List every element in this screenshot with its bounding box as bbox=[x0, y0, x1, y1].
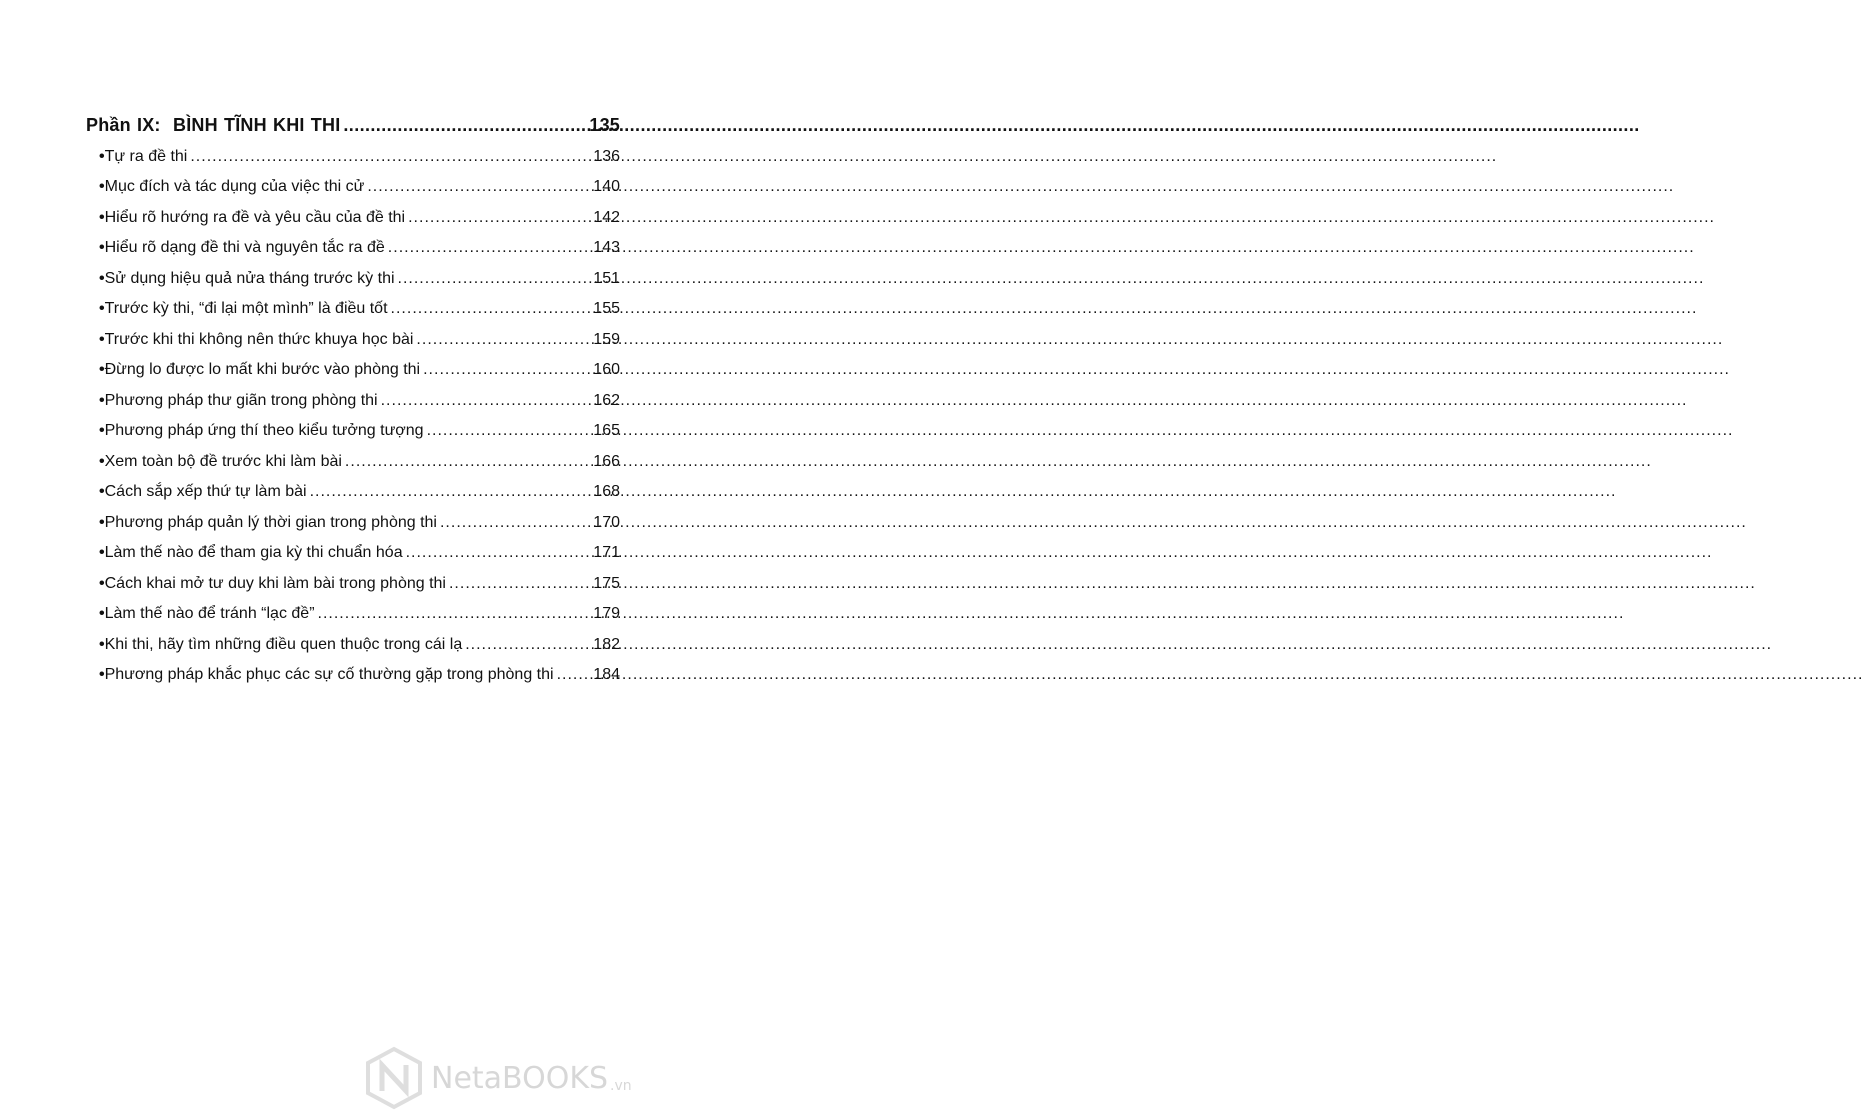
toc-entry bbox=[86, 233, 620, 264]
toc-entry-page: 159 bbox=[593, 330, 620, 348]
toc-entry-page: 171 bbox=[593, 544, 620, 561]
dot-leader bbox=[318, 599, 589, 630]
dot-leader bbox=[557, 660, 589, 691]
toc-entry bbox=[86, 477, 620, 508]
toc-entry bbox=[86, 569, 620, 600]
toc-entry bbox=[86, 447, 620, 478]
toc-entry bbox=[86, 599, 620, 630]
toc-entry bbox=[86, 203, 620, 234]
dot-leader bbox=[416, 325, 589, 356]
part-page-number: 135 bbox=[589, 115, 620, 135]
toc-entry bbox=[86, 538, 620, 569]
watermark-brand: NetaBOOKS bbox=[431, 1060, 609, 1096]
bullet: • bbox=[99, 330, 105, 348]
bullet: • bbox=[99, 239, 105, 256]
toc-entry-page: 140 bbox=[593, 178, 620, 195]
toc-entry-page: 142 bbox=[593, 208, 620, 226]
dot-leader bbox=[423, 355, 589, 386]
netabooks-logo-icon bbox=[365, 1047, 423, 1109]
toc-entry bbox=[86, 660, 620, 691]
netabooks-watermark bbox=[365, 1046, 695, 1110]
toc-entry-page: 175 bbox=[593, 574, 620, 592]
part-title: BÌNH TĨNH KHI THI bbox=[173, 115, 341, 135]
toc-entry-title: Hiểu rõ dạng đề thi và nguyên tắc ra đề bbox=[104, 239, 385, 256]
toc-entry-page: 143 bbox=[593, 239, 620, 256]
toc-entry-title: Làm thế nào để tránh “lạc đề” bbox=[104, 605, 315, 622]
toc-entry-page: 155 bbox=[593, 300, 620, 317]
toc-entry-title: Đừng lo được lo mất khi bước vào phòng thi bbox=[104, 361, 421, 378]
bullet: • bbox=[99, 391, 105, 409]
bullet: • bbox=[99, 544, 105, 561]
dot-leader bbox=[388, 233, 589, 264]
bullet: • bbox=[99, 147, 105, 165]
toc-entry-title: Làm thế nào để tham gia kỳ thi chuẩn hóa bbox=[104, 544, 403, 561]
toc-entry-page: 170 bbox=[593, 513, 620, 531]
table-of-contents bbox=[86, 110, 620, 691]
bullet: • bbox=[99, 452, 105, 470]
dot-leader bbox=[406, 538, 589, 569]
bullet: • bbox=[99, 635, 105, 653]
toc-entry-title: Tự ra đề thi bbox=[104, 147, 188, 165]
toc-entry-title: Cách sắp xếp thứ tự làm bài bbox=[104, 483, 307, 500]
toc-entry-page: 136 bbox=[593, 147, 620, 165]
toc-entry bbox=[86, 142, 620, 173]
toc-entry bbox=[86, 630, 620, 661]
dot-leader bbox=[398, 264, 589, 295]
toc-entry-title: Trước kỳ thi, “đi lại một mình” là điều tốt bbox=[104, 300, 388, 317]
toc-entry-page: 184 bbox=[593, 666, 620, 683]
bullet: • bbox=[99, 513, 105, 531]
toc-entry-title: Mục đích và tác dụng của việc thi cử bbox=[104, 178, 365, 195]
dot-leader bbox=[343, 110, 586, 141]
bullet: • bbox=[99, 483, 105, 500]
toc-entry-title: Hiểu rõ hướng ra đề và yêu cầu của đề thi bbox=[104, 208, 406, 226]
dot-leader bbox=[440, 508, 589, 539]
toc-entry-page: 166 bbox=[593, 452, 620, 470]
toc-entry-page: 162 bbox=[593, 391, 620, 409]
toc-entry bbox=[86, 264, 620, 295]
bullet: • bbox=[99, 300, 105, 317]
toc-entry-page: 151 bbox=[593, 269, 620, 287]
toc-entry-page: 165 bbox=[593, 422, 620, 439]
book-page bbox=[0, 0, 700, 1119]
toc-entry bbox=[86, 172, 620, 203]
dot-leader bbox=[367, 172, 589, 203]
dot-leader bbox=[449, 569, 589, 600]
part-label: Phần IX: bbox=[86, 115, 161, 135]
dot-leader bbox=[310, 477, 589, 508]
toc-entry-title: Phương pháp khắc phục các sự cố thường gặp trong phòng thi bbox=[104, 666, 554, 683]
dot-leader bbox=[345, 447, 589, 478]
bullet: • bbox=[99, 666, 105, 683]
toc-entry-page: 179 bbox=[593, 605, 620, 622]
toc-entry bbox=[86, 416, 620, 447]
dot-leader bbox=[381, 386, 589, 417]
dot-leader bbox=[408, 203, 589, 234]
toc-part-heading bbox=[86, 110, 620, 141]
toc-entry-title: Phương pháp ứng thí theo kiểu tưởng tượng bbox=[104, 422, 424, 439]
toc-entry bbox=[86, 294, 620, 325]
toc-entry bbox=[86, 325, 620, 356]
toc-entry bbox=[86, 355, 620, 386]
watermark-suffix: .vn bbox=[610, 1078, 632, 1094]
dot-leader bbox=[427, 416, 589, 447]
toc-entry-title: Trước khi thi không nên thức khuya học bài bbox=[104, 330, 414, 348]
bullet: • bbox=[99, 361, 105, 378]
bullet: • bbox=[99, 605, 105, 622]
toc-part-title bbox=[86, 110, 340, 141]
bullet: • bbox=[99, 208, 105, 226]
bullet: • bbox=[99, 422, 105, 439]
bullet: • bbox=[99, 178, 105, 195]
dot-leader bbox=[391, 294, 589, 325]
toc-entry-title: Xem toàn bộ đề trước khi làm bài bbox=[104, 452, 342, 470]
toc-entry-page: 160 bbox=[593, 361, 620, 378]
dot-leader bbox=[465, 630, 589, 661]
toc-entry bbox=[86, 386, 620, 417]
toc-entry-title: Cách khai mở tư duy khi làm bài trong phòng thi bbox=[104, 574, 446, 592]
toc-entry-title: Sử dụng hiệu quả nửa tháng trước kỳ thi bbox=[104, 269, 395, 287]
toc-entry-page: 182 bbox=[593, 635, 620, 653]
bullet: • bbox=[99, 574, 105, 592]
toc-entry bbox=[86, 508, 620, 539]
toc-entry-page: 168 bbox=[593, 483, 620, 500]
toc-entry-title: Phương pháp quản lý thời gian trong phòng thi bbox=[104, 513, 437, 531]
toc-entry-title: Khi thi, hãy tìm những điều quen thuộc trong cái lạ bbox=[104, 635, 463, 653]
dot-leader bbox=[190, 142, 589, 173]
bullet: • bbox=[99, 269, 105, 287]
toc-entry-title: Phương pháp thư giãn trong phòng thi bbox=[104, 391, 378, 409]
